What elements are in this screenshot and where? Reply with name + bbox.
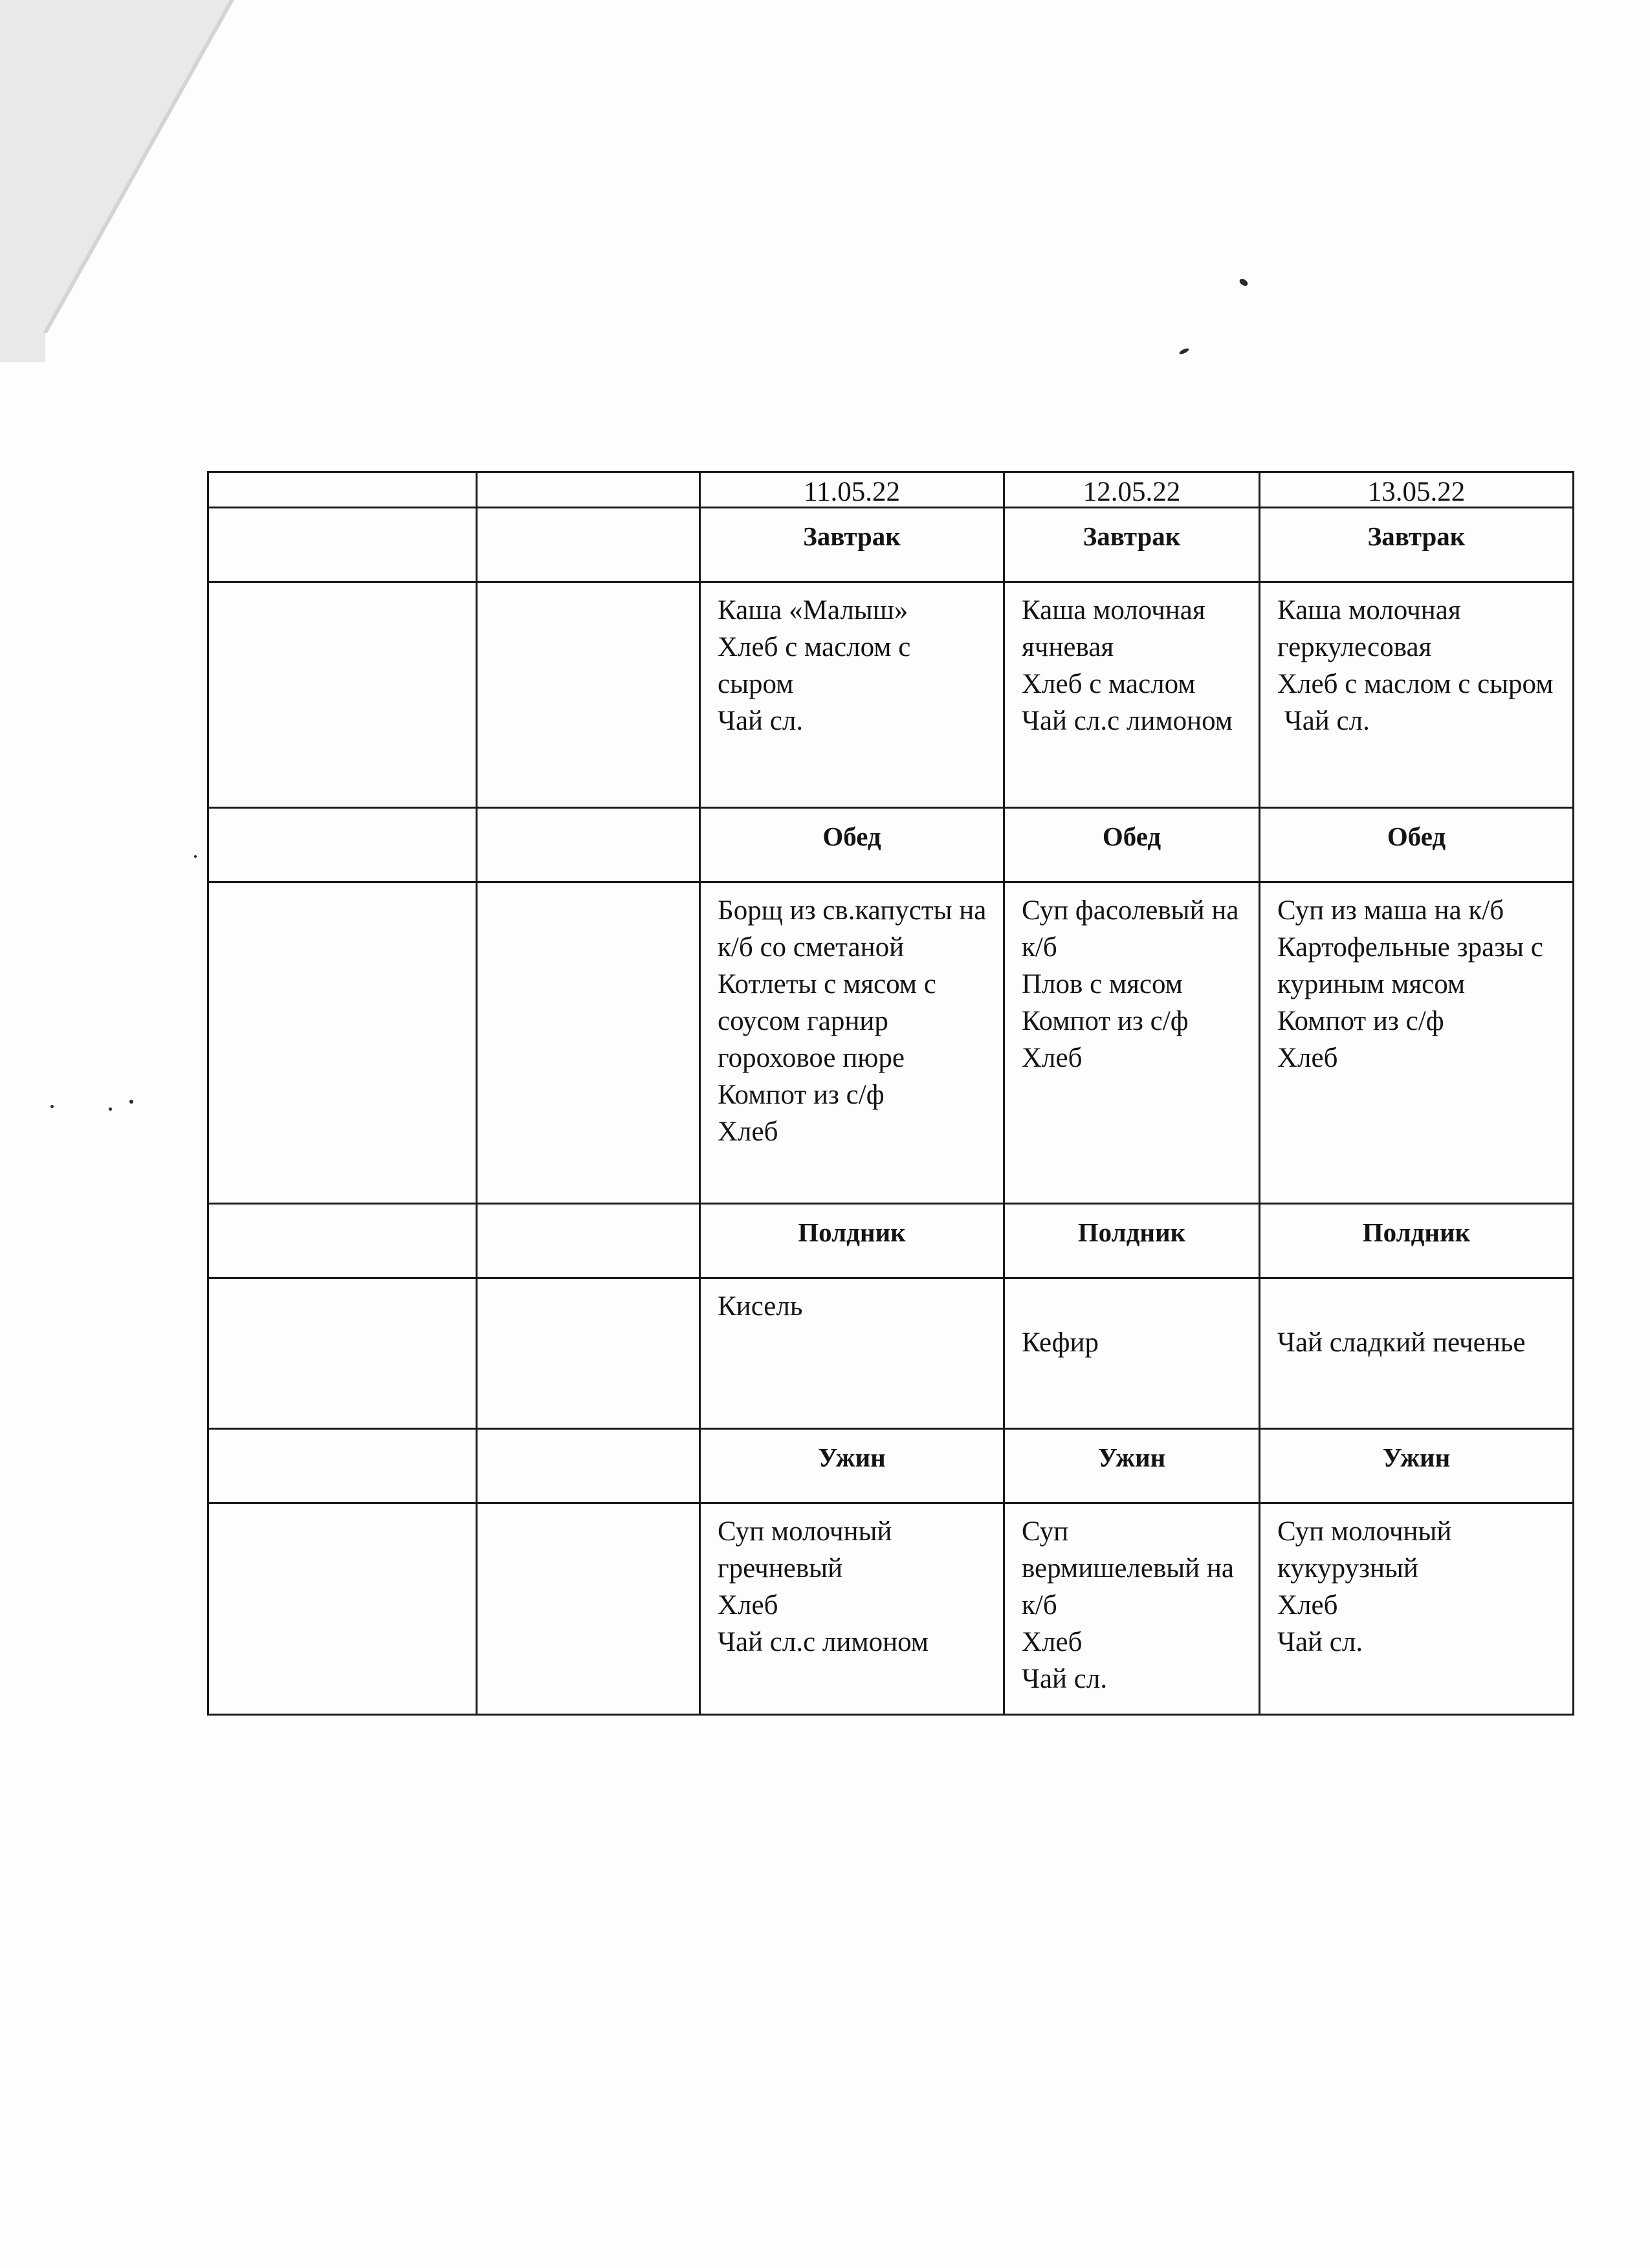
meal-name: Полдник: [1004, 1204, 1260, 1278]
dish-line: Чай сл.: [718, 706, 804, 736]
meal-header-row: [208, 1204, 1574, 1278]
dish-line: Чай сладкий печенье: [1277, 1327, 1526, 1358]
empty-cell: [208, 1503, 477, 1715]
meal-name: Завтрак: [1004, 508, 1260, 582]
dish-line: Суп молочный гречневый: [718, 1516, 899, 1584]
meal-name: Обед: [1260, 808, 1574, 882]
ink-speck: [109, 1107, 112, 1111]
empty-cell: [477, 508, 700, 582]
menu-cell: [700, 1503, 1004, 1715]
dish-line: Чай сл.: [1022, 1664, 1108, 1694]
dish-line: Чай сл.с лимоном: [1022, 706, 1233, 736]
date-cell: 13.05.22: [1260, 472, 1574, 508]
dish-line: Хлеб: [1022, 1627, 1083, 1657]
empty-cell: [477, 582, 700, 808]
meal-header-row: [208, 508, 1574, 582]
ink-speck: [1178, 347, 1189, 355]
dish-line: Каша молочная геркулесовая: [1277, 595, 1468, 662]
meal-name: Завтрак: [700, 508, 1004, 582]
empty-cell: [208, 1204, 477, 1278]
menu-cell: [1004, 582, 1260, 808]
empty-cell: [477, 1429, 700, 1503]
dish-line: Суп из маша на к/б: [1277, 895, 1504, 926]
meal-header-row: [208, 1429, 1574, 1503]
menu-cell: [1260, 582, 1574, 808]
dish-line: Хлеб: [718, 1590, 778, 1620]
empty-cell: [477, 1503, 700, 1715]
menu-cell: [1260, 882, 1574, 1204]
ink-speck: [1238, 278, 1249, 287]
dish-line: Хлеб с маслом с сыром: [1277, 669, 1554, 699]
meal-name: Ужин: [1004, 1429, 1260, 1503]
dish-line: Кисель: [718, 1291, 803, 1322]
empty-cell: [477, 882, 700, 1204]
empty-cell: [208, 1429, 477, 1503]
dish-line: Чай сл.: [1277, 706, 1370, 736]
meal-items-row: [208, 882, 1574, 1204]
dish-line: Хлеб: [1277, 1590, 1338, 1620]
dish-line: Компот из с/ф: [718, 1080, 885, 1110]
dish-line: Суп фасолевый на к/б: [1022, 895, 1246, 963]
meal-name: Полдник: [700, 1204, 1004, 1278]
dish-line: Хлеб: [718, 1117, 778, 1147]
empty-cell: [208, 1278, 477, 1429]
dish-line: Компот из с/ф: [1022, 1006, 1189, 1036]
date-cell: 11.05.22: [700, 472, 1004, 508]
empty-cell: [208, 582, 477, 808]
empty-cell: [208, 508, 477, 582]
meal-name: Ужин: [700, 1429, 1004, 1503]
meal-header-row: [208, 808, 1574, 882]
dish-line: Компот из с/ф: [1277, 1006, 1444, 1036]
dish-line: Хлеб с маслом с сыром: [718, 632, 918, 699]
menu-cell: [1004, 882, 1260, 1204]
dish-line: Кефир: [1022, 1327, 1099, 1358]
dish-line: Хлеб: [1022, 1043, 1083, 1073]
empty-cell: [477, 808, 700, 882]
dish-line: Хлеб: [1277, 1043, 1338, 1073]
meal-items-row: [208, 582, 1574, 808]
empty-cell: [477, 1278, 700, 1429]
meal-name: Завтрак: [1260, 508, 1574, 582]
menu-cell: [1260, 1503, 1574, 1715]
ink-speck: [50, 1105, 54, 1108]
menu-cell: [700, 882, 1004, 1204]
dish-line: Каша молочная ячневая: [1022, 595, 1213, 662]
menu-table: [207, 471, 1574, 1716]
dish-line: Суп молочный кукурузный: [1277, 1516, 1459, 1584]
dish-line: Котлеты с мясом с соусом гарнир гороховое пюре: [718, 969, 943, 1073]
date-header-row: [208, 472, 1574, 508]
dish-line: Картофельные зразы с куриным мясом: [1277, 932, 1550, 999]
meal-items-row: [208, 1278, 1574, 1429]
dish-line: Каша «Малыш»: [718, 595, 908, 626]
dish-line: Суп вермишелевый на к/б: [1022, 1516, 1241, 1620]
date-cell: 12.05.22: [1004, 472, 1260, 508]
dish-line: Хлеб с маслом: [1022, 669, 1196, 699]
empty-cell: [477, 472, 700, 508]
empty-cell: [208, 882, 477, 1204]
meal-name: Обед: [1004, 808, 1260, 882]
menu-cell: [1004, 1278, 1260, 1429]
ink-speck: [129, 1100, 133, 1104]
empty-cell: [208, 808, 477, 882]
meal-name: Обед: [700, 808, 1004, 882]
menu-cell: [700, 1278, 1004, 1429]
empty-cell: [208, 472, 477, 508]
meal-name: Полдник: [1260, 1204, 1574, 1278]
dish-line: Чай сл.: [1277, 1627, 1363, 1657]
dish-line: Плов с мясом: [1022, 969, 1183, 999]
dish-line: Борщ из св.капусты на к/б со сметаной: [718, 895, 994, 963]
ink-speck: [194, 855, 197, 858]
menu-cell: [700, 582, 1004, 808]
meal-name: Ужин: [1260, 1429, 1574, 1503]
empty-cell: [477, 1204, 700, 1278]
menu-cell: [1004, 1503, 1260, 1715]
menu-cell: [1260, 1278, 1574, 1429]
dish-line: Чай сл.с лимоном: [718, 1627, 929, 1657]
meal-items-row: [208, 1503, 1574, 1715]
